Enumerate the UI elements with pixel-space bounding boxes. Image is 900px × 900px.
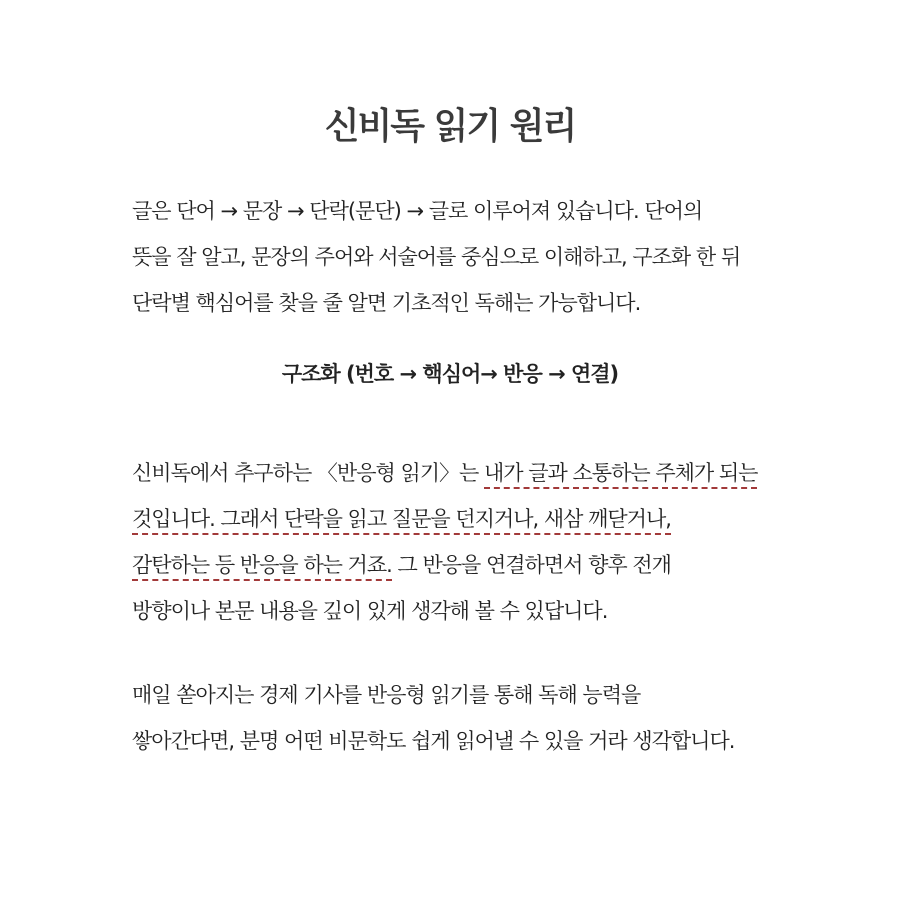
intro-line-3: 단락별 핵심어를 찾을 줄 알면 기초적인 독해는 가능합니다. xyxy=(132,291,641,315)
closing-paragraph xyxy=(132,672,772,764)
closing-line-1: 매일 쏟아지는 경제 기사를 반응형 읽기를 통해 독해 능력을 xyxy=(132,683,641,707)
reaction-line-2 xyxy=(132,496,772,542)
reaction-paragraph xyxy=(132,450,772,634)
reaction-underlined-phrase-2: 것입니다. 그래서 단락을 읽고 질문을 던지거나, 새삼 깨닫거나, xyxy=(132,507,671,535)
closing-line-2: 쌓아간다면, 분명 어떤 비문학도 쉽게 읽어낼 수 있을 거라 생각합니다. xyxy=(132,729,735,753)
intro-line-1: 글은 단어 → 문장 → 단락(문단) → 글로 이루어져 있습니다. 단어의 xyxy=(132,199,703,223)
reaction-underlined-phrase-1: 내가 글과 소통하는 주체가 되는 xyxy=(484,461,757,489)
page-title: 신비독 읽기 원리 xyxy=(324,106,576,147)
reaction-line-3 xyxy=(132,542,772,588)
reaction-line-4: 방향이나 본문 내용을 깊이 있게 생각해 볼 수 있답니다. xyxy=(132,599,608,623)
reaction-line-1-text: 신비독에서 추구하는 〈반응형 읽기〉는 xyxy=(132,461,484,485)
structure-heading: 구조화 (번호 → 핵심어→ 반응 → 연결) xyxy=(281,362,619,386)
reaction-line-1 xyxy=(132,450,772,496)
intro-paragraph xyxy=(132,188,772,326)
intro-line-2: 뜻을 잘 알고, 문장의 주어와 서술어를 중심으로 이해하고, 구조화 한 뒤 xyxy=(132,245,741,269)
reaction-underlined-phrase-3: 감탄하는 등 반응을 하는 거죠. xyxy=(132,553,392,581)
reaction-line-3-text: 그 반응을 연결하면서 향후 전개 xyxy=(391,553,671,577)
